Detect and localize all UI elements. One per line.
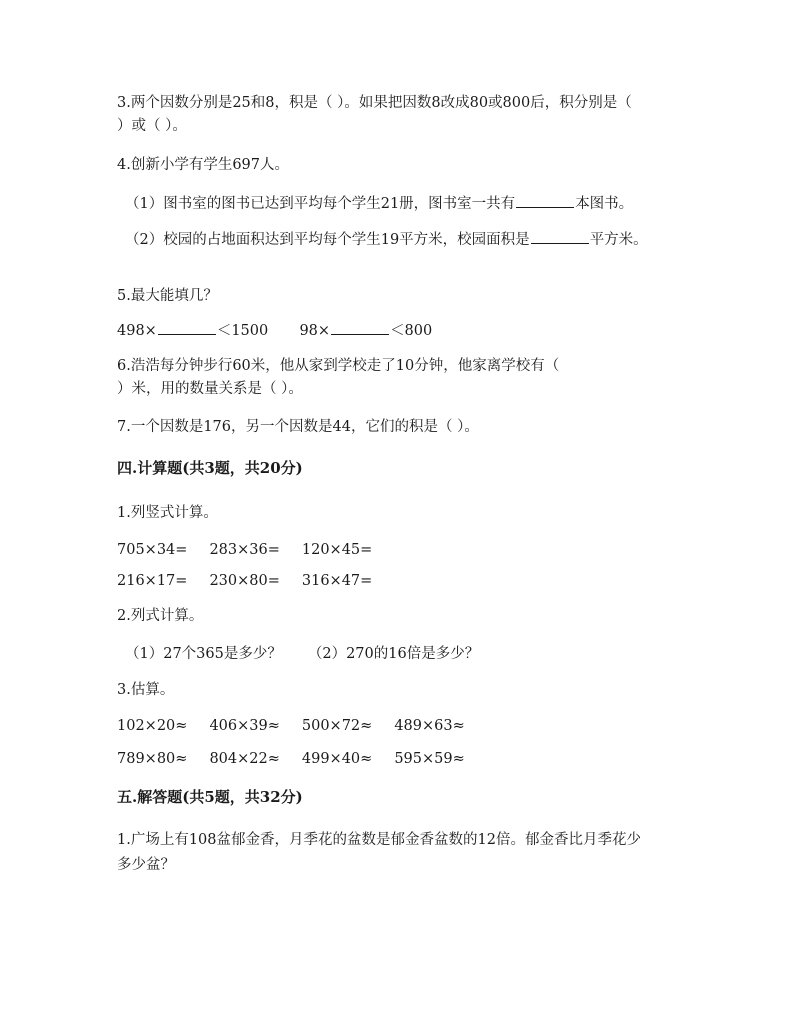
section5-q1-line2: 多少盆？ — [117, 857, 175, 873]
q5-b-limit: ＜800 — [390, 323, 433, 339]
section4-p3-row1 — [117, 716, 487, 736]
q4-sub1-unit: 本图书。 — [575, 196, 634, 212]
estimate-item: 804×22≈ — [209, 751, 280, 767]
estimate-item: 499×40≈ — [301, 751, 373, 767]
estimate-item: 789×80≈ — [117, 751, 188, 767]
q4-sub1-text: （1）图书室的图书已达到平均每个学生21册，图书室一共有 — [125, 196, 516, 212]
q4-sub1 — [125, 193, 633, 214]
calc-item: （1）27个365是多少？ — [125, 646, 282, 662]
calc-item: 120×45= — [301, 542, 373, 558]
estimate-item: 500×72≈ — [301, 718, 373, 734]
q4-sub2 — [125, 229, 648, 250]
q5-a-limit: ＜1500 — [216, 323, 269, 339]
estimate-item: 102×20≈ — [117, 718, 188, 734]
section4-p3-row2 — [117, 749, 487, 769]
q3-line1: 3.两个因数分别是25和8，积是（ ）。如果把因数8改成80或800后，积分别是（ — [117, 95, 632, 111]
q6-line2: ）米，用的数量关系是（ ）。 — [117, 381, 303, 397]
q6-line1: 6.浩浩每分钟步行60米，他从家到学校走了10分钟，他家离学校有（ — [117, 358, 560, 374]
q4-sub2-blank[interactable] — [531, 229, 589, 244]
q5-a-blank[interactable] — [158, 320, 216, 335]
section4-heading: 四.计算题(共3题，共20分) — [117, 459, 303, 477]
section4-p1-title: 1.列竖式计算。 — [117, 505, 218, 521]
calc-item: （2）270的16倍是多少？ — [307, 646, 480, 662]
estimate-item: 595×59≈ — [394, 751, 465, 767]
section4-p2-row — [125, 644, 479, 664]
section4-p1-row1 — [117, 540, 394, 560]
q4-title: 4.创新小学有学生697人。 — [117, 157, 290, 173]
calc-item: 216×17= — [117, 573, 188, 589]
calc-item: 316×47= — [301, 573, 373, 589]
estimate-item: 489×63≈ — [394, 718, 465, 734]
q5-title: 5.最大能填几？ — [117, 288, 218, 304]
calc-item: 230×80= — [209, 573, 280, 589]
q4-sub2-text: （2）校园的占地面积达到平均每个学生19平方米，校园面积是 — [125, 232, 530, 248]
q3-line2: ）或（ ）。 — [117, 118, 187, 134]
estimate-item: 406×39≈ — [209, 718, 280, 734]
q7-line: 7.一个因数是176，另一个因数是44，它们的积是（ ）。 — [117, 419, 479, 435]
calc-item: 705×34= — [117, 542, 188, 558]
q5-b-blank[interactable] — [331, 320, 389, 335]
q5-b-text: 98× — [299, 323, 331, 339]
q4-sub2-unit: 平方米。 — [589, 232, 648, 248]
section4-p2-title: 2.列式计算。 — [117, 608, 204, 624]
q4-sub1-blank[interactable] — [516, 193, 574, 208]
section5-heading: 五.解答题(共5题，共32分) — [117, 788, 303, 806]
section4-p3-title: 3.估算。 — [117, 682, 175, 698]
calc-item: 283×36= — [209, 542, 280, 558]
q5-a-text: 498× — [117, 323, 157, 339]
q5-row — [117, 320, 432, 341]
section4-p1-row2 — [117, 571, 394, 591]
section5-q1-line1: 1.广场上有108盆郁金香，月季花的盆数是郁金香盆数的12倍。郁金香比月季花少 — [117, 832, 641, 848]
